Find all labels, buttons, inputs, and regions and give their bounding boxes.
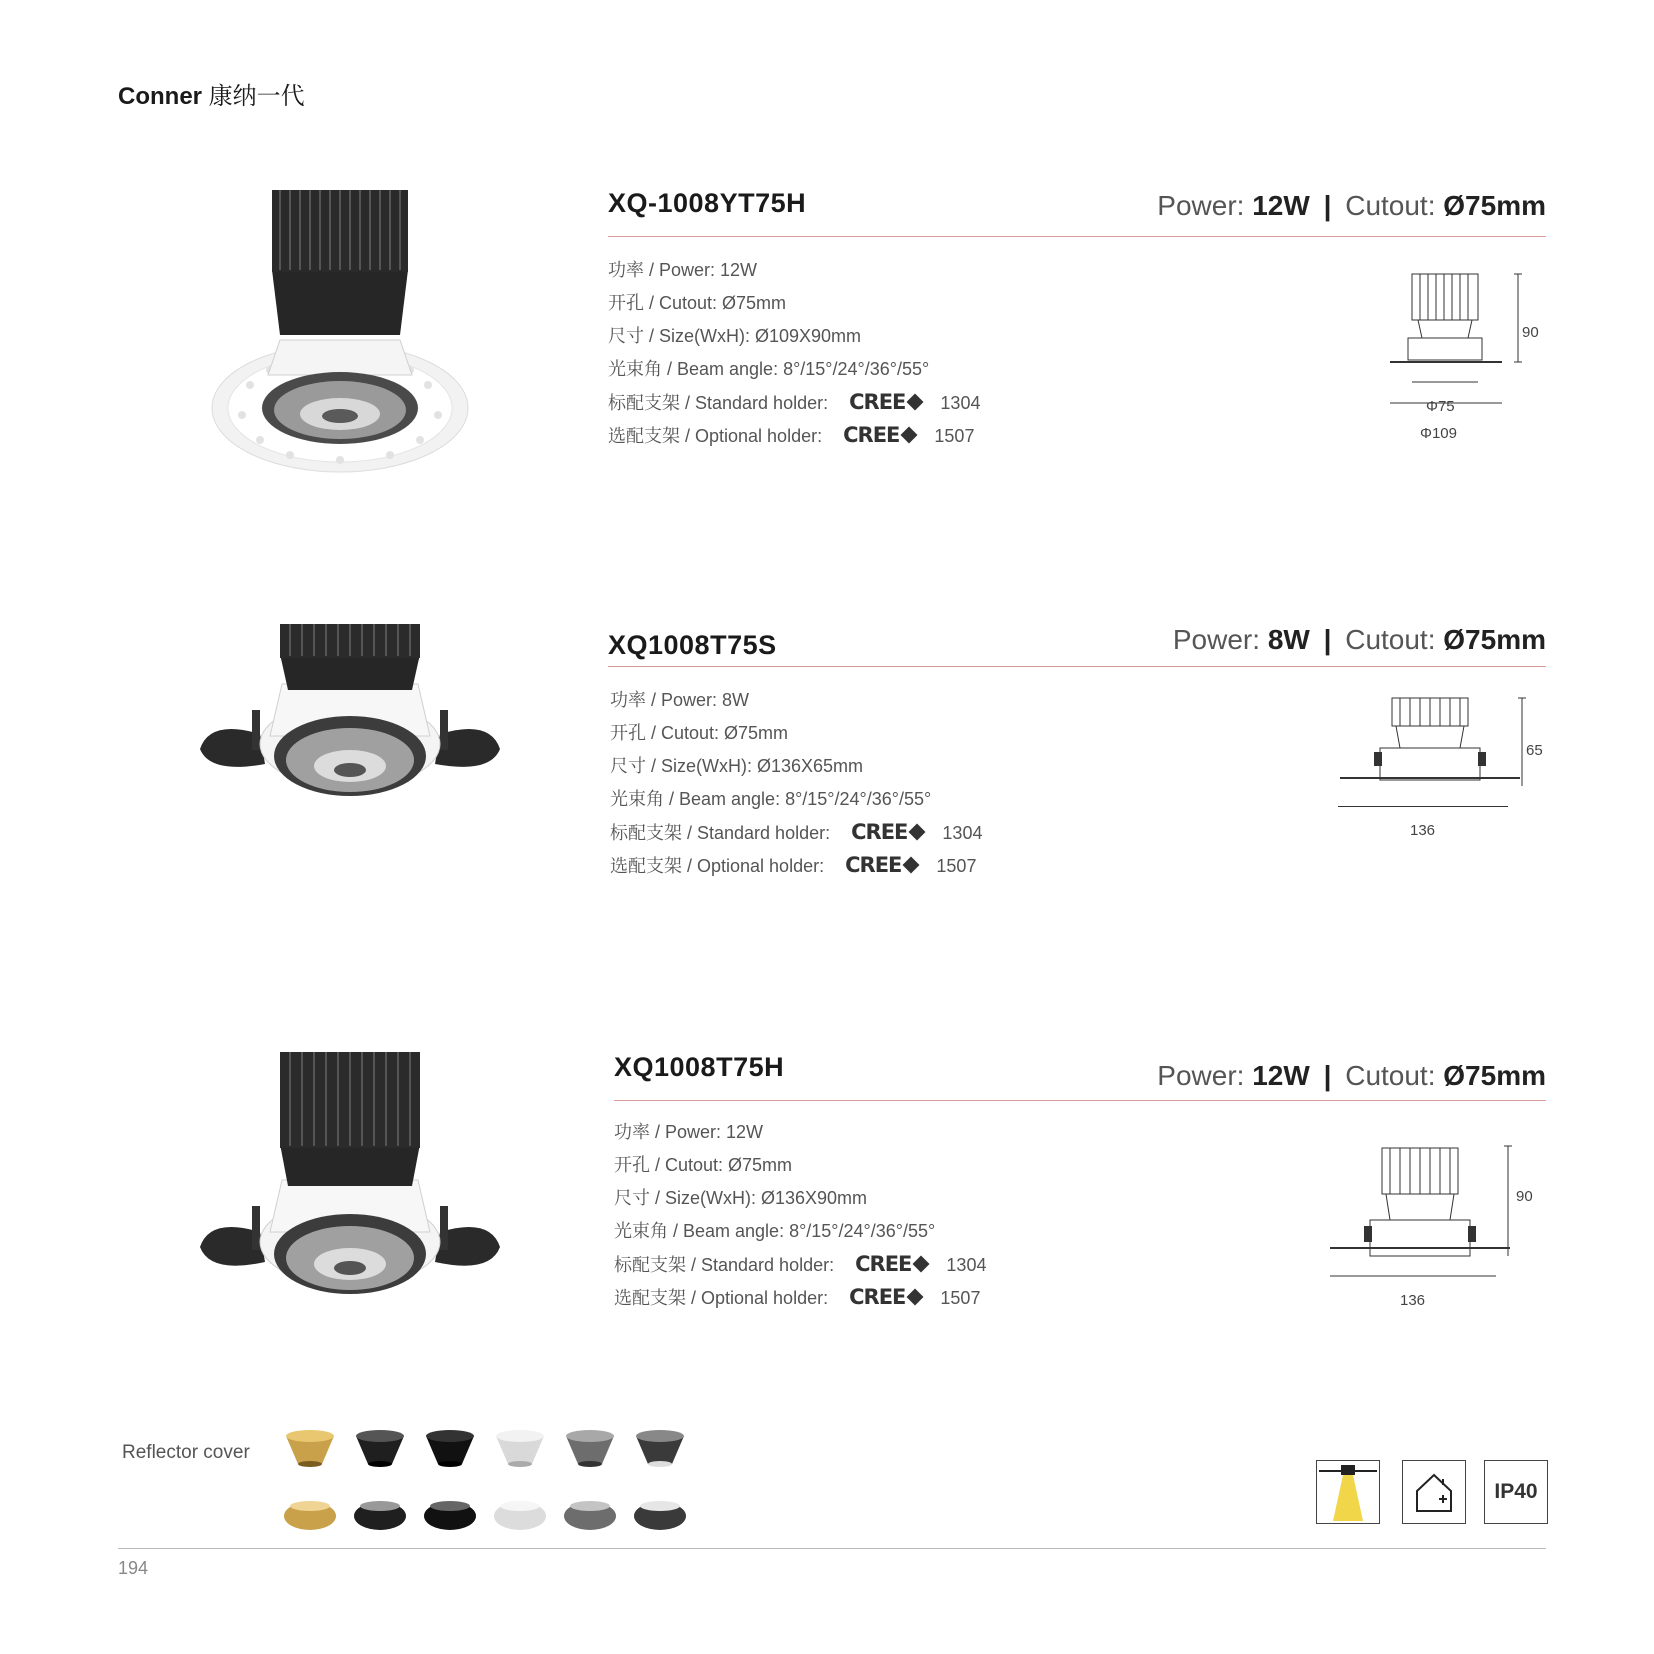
optional-holder-label: 选配支架 / Optional holder:	[610, 856, 825, 876]
standard-holder-label: 标配支架 / Standard holder:	[610, 823, 831, 843]
reflector-cover-label: Reflector cover	[122, 1442, 250, 1463]
reflector-black-matte	[426, 1430, 474, 1467]
cree-logo: CREE	[843, 419, 915, 452]
spec-size: 尺寸 / Size(WxH): Ø109X90mm	[608, 326, 862, 346]
spec-list	[614, 1116, 986, 1314]
optional-holder-value: 1507	[936, 856, 977, 876]
summary-separator: |	[1323, 624, 1332, 655]
dimension-drawing	[1330, 694, 1530, 814]
cree-logo: CREE	[855, 1248, 927, 1281]
spec-optional-holder	[610, 849, 982, 882]
product-model: XQ-1008YT75H	[608, 188, 807, 218]
cutout-label: Cutout:	[1345, 190, 1436, 221]
dim-cutout: Φ75	[1426, 398, 1455, 415]
product-section	[0, 600, 1654, 940]
ip-rating-badge	[1484, 1460, 1548, 1524]
dim-height: 90	[1522, 324, 1539, 341]
divider	[608, 666, 1546, 667]
spec-power: 功率 / Power: 12W	[608, 260, 758, 280]
optional-holder-value: 1507	[940, 1288, 981, 1308]
spec-cutout: 开孔 / Cutout: Ø75mm	[614, 1155, 793, 1175]
optional-holder-label: 选配支架 / Optional holder:	[608, 426, 823, 446]
reflector-silver	[566, 1430, 614, 1467]
spec-beam: 光束角 / Beam angle: 8°/15°/24°/36°/55°	[608, 359, 930, 379]
spec-list	[610, 684, 982, 882]
product-section	[0, 170, 1654, 510]
cutout-value: Ø75mm	[1443, 190, 1546, 221]
power-label: Power:	[1172, 624, 1261, 655]
dimension-drawing	[1370, 270, 1550, 440]
spec-beam: 光束角 / Beam angle: 8°/15°/24°/36°/55°	[610, 789, 932, 809]
summary-separator: |	[1323, 1060, 1332, 1091]
dim-height: 90	[1516, 1188, 1533, 1205]
spec-standard-holder	[610, 816, 982, 849]
standard-holder-label: 标配支架 / Standard holder:	[608, 393, 829, 413]
optional-holder-value: 1507	[934, 426, 975, 446]
reflector-gold	[286, 1430, 334, 1467]
page-number: 194	[118, 1558, 149, 1578]
ip-rating: IP40	[1494, 1480, 1538, 1503]
spotlight-icon	[1316, 1460, 1380, 1524]
power-label: Power:	[1157, 190, 1245, 221]
spec-power: 功率 / Power: 8W	[610, 690, 750, 710]
dim-height: 65	[1526, 742, 1543, 759]
cree-logo: CREE	[849, 386, 921, 419]
product-summary	[1157, 190, 1546, 222]
reflector-white	[496, 1430, 544, 1467]
reflector-row-top	[286, 1430, 684, 1467]
spec-cutout: 开孔 / Cutout: Ø75mm	[610, 723, 789, 743]
spec-beam: 光束角 / Beam angle: 8°/15°/24°/36°/55°	[614, 1221, 936, 1241]
cutout-value: Ø75mm	[1443, 624, 1546, 655]
power-value: 8W	[1267, 624, 1310, 655]
standard-holder-label: 标配支架 / Standard holder:	[614, 1255, 835, 1275]
summary-separator: |	[1323, 190, 1332, 221]
cree-logo: CREE	[845, 849, 917, 882]
cutout-label: Cutout:	[1345, 1060, 1436, 1091]
cutout-label: Cutout:	[1345, 624, 1436, 655]
reflector-black-gloss	[356, 1430, 404, 1467]
reflector-swatches	[282, 1428, 702, 1558]
product-summary	[1157, 1060, 1546, 1092]
footer-divider	[118, 1548, 1546, 1549]
product-image-spring-clip	[190, 624, 510, 864]
dim-width: Φ109	[1420, 425, 1457, 442]
spec-cutout: 开孔 / Cutout: Ø75mm	[608, 293, 787, 313]
dimension-drawing	[1320, 1144, 1520, 1294]
series-name: 康纳一代	[208, 83, 305, 110]
power-label: Power:	[1157, 1060, 1245, 1091]
spec-standard-holder	[614, 1248, 986, 1281]
power-value: 12W	[1252, 190, 1310, 221]
indoor-house-icon	[1402, 1460, 1466, 1524]
dim-width: 136	[1400, 1292, 1426, 1309]
spec-size: 尺寸 / Size(WxH): Ø136X90mm	[614, 1188, 868, 1208]
brand-name: Conner	[118, 83, 202, 110]
reflector-chrome	[636, 1430, 684, 1467]
standard-holder-value: 1304	[940, 393, 981, 413]
spec-size: 尺寸 / Size(WxH): Ø136X65mm	[610, 756, 864, 776]
dim-width: 136	[1410, 822, 1436, 839]
product-image-spring-clip-tall	[190, 1052, 510, 1342]
product-section	[0, 1030, 1654, 1370]
spec-standard-holder	[608, 386, 980, 419]
standard-holder-value: 1304	[942, 823, 983, 843]
dim-width-line	[1338, 806, 1508, 807]
page-header	[118, 76, 305, 111]
product-image-trimless	[180, 170, 520, 490]
standard-holder-value: 1304	[946, 1255, 987, 1275]
spec-list	[608, 254, 980, 452]
cutout-value: Ø75mm	[1443, 1060, 1546, 1091]
power-value: 12W	[1252, 1060, 1310, 1091]
product-model: XQ1008T75S	[608, 630, 777, 660]
product-model: XQ1008T75H	[614, 1052, 785, 1082]
spec-optional-holder	[608, 419, 980, 452]
optional-holder-label: 选配支架 / Optional holder:	[614, 1288, 829, 1308]
divider	[614, 1100, 1546, 1101]
product-summary	[1173, 624, 1546, 656]
spec-optional-holder	[614, 1281, 986, 1314]
spec-power: 功率 / Power: 12W	[614, 1122, 764, 1142]
divider	[608, 236, 1546, 237]
reflector-row-bottom	[284, 1501, 686, 1530]
cree-logo: CREE	[851, 816, 923, 849]
cree-logo: CREE	[849, 1281, 921, 1314]
